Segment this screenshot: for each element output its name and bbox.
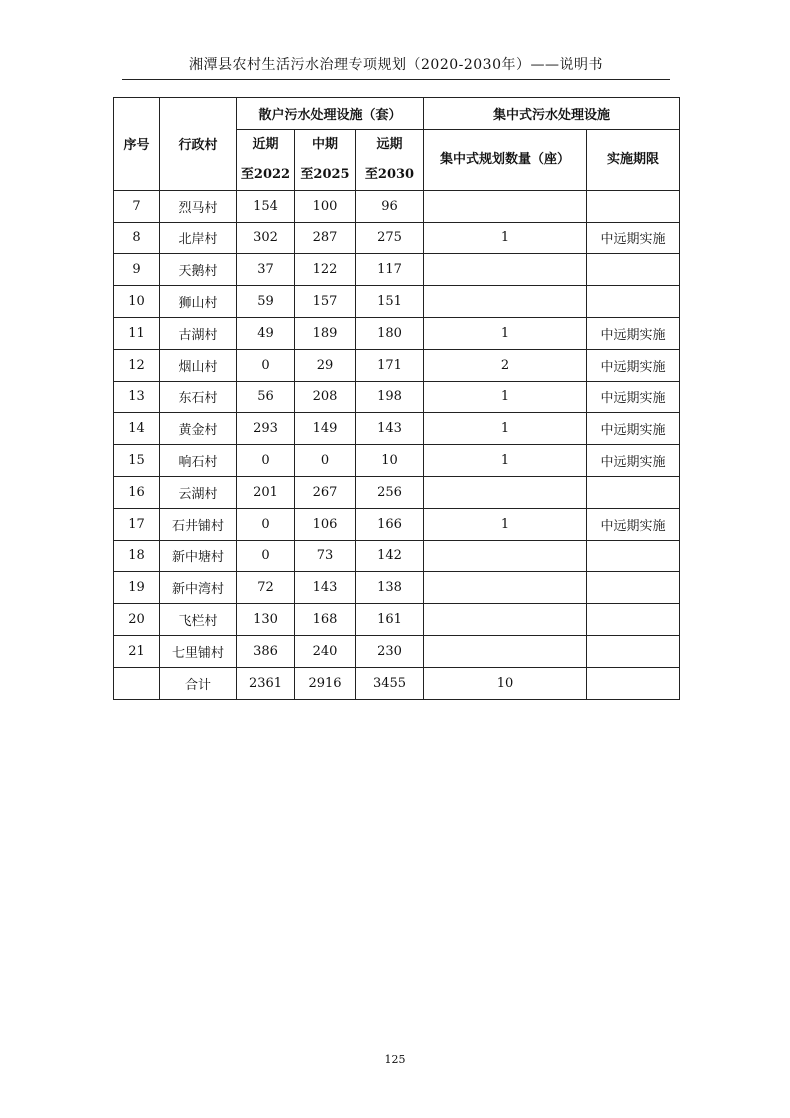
cell-central-count <box>424 254 587 286</box>
cell-central-count <box>424 635 587 667</box>
page-number: 125 <box>384 1053 406 1066</box>
cell-central-count <box>424 286 587 318</box>
cell-near-term: 37 <box>237 254 295 286</box>
table-row <box>114 508 680 540</box>
cell-mid-term: 267 <box>295 476 356 508</box>
cell-seq <box>114 667 160 699</box>
table-row <box>114 572 680 604</box>
cell-mid-term: 287 <box>295 222 356 254</box>
cell-seq: 14 <box>114 413 160 445</box>
header-near-term-year: 至2022 <box>240 166 291 182</box>
cell-central-count: 1 <box>424 445 587 477</box>
cell-period: 中远期实施 <box>587 508 680 540</box>
header-mid-term-year: 至2025 <box>300 166 350 182</box>
cell-near-term: 154 <box>237 190 295 222</box>
cell-village: 古湖村 <box>160 317 237 349</box>
cell-near-term: 2361 <box>237 667 295 699</box>
cell-central-count <box>424 476 587 508</box>
header-dispersed-group: 散户污水处理设施（套） <box>237 98 424 130</box>
header-seq: 序号 <box>114 98 160 191</box>
cell-long-term: 96 <box>356 190 424 222</box>
cell-village: 飞栏村 <box>160 604 237 636</box>
cell-village: 响石村 <box>160 445 237 477</box>
cell-village: 云湖村 <box>160 476 237 508</box>
cell-period <box>587 540 680 572</box>
cell-period <box>587 635 680 667</box>
facility-plan-table <box>113 97 680 700</box>
cell-long-term: 161 <box>356 604 424 636</box>
table-row <box>114 540 680 572</box>
cell-mid-term: 240 <box>295 635 356 667</box>
table-row <box>114 190 680 222</box>
cell-village: 天鹅村 <box>160 254 237 286</box>
cell-mid-term: 29 <box>295 349 356 381</box>
cell-seq: 21 <box>114 635 160 667</box>
cell-long-term: 198 <box>356 381 424 413</box>
table-row <box>114 222 680 254</box>
cell-near-term: 0 <box>237 349 295 381</box>
cell-near-term: 72 <box>237 572 295 604</box>
cell-long-term: 171 <box>356 349 424 381</box>
table-row <box>114 635 680 667</box>
cell-central-count: 1 <box>424 508 587 540</box>
header-long-term <box>356 129 424 190</box>
cell-period <box>587 190 680 222</box>
cell-long-term: 143 <box>356 413 424 445</box>
header-near-term <box>237 129 295 190</box>
cell-period: 中远期实施 <box>587 349 680 381</box>
cell-mid-term: 0 <box>295 445 356 477</box>
cell-village: 合计 <box>160 667 237 699</box>
cell-period: 中远期实施 <box>587 317 680 349</box>
cell-long-term: 10 <box>356 445 424 477</box>
cell-long-term: 230 <box>356 635 424 667</box>
cell-period <box>587 667 680 699</box>
cell-long-term: 256 <box>356 476 424 508</box>
cell-mid-term: 2916 <box>295 667 356 699</box>
header-mid-term <box>295 129 356 190</box>
table-row <box>114 604 680 636</box>
cell-mid-term: 106 <box>295 508 356 540</box>
cell-period <box>587 572 680 604</box>
cell-mid-term: 157 <box>295 286 356 318</box>
cell-village: 烈马村 <box>160 190 237 222</box>
cell-mid-term: 73 <box>295 540 356 572</box>
table-row <box>114 445 680 477</box>
cell-mid-term: 122 <box>295 254 356 286</box>
cell-period: 中远期实施 <box>587 413 680 445</box>
total-row <box>114 667 680 699</box>
cell-central-count <box>424 604 587 636</box>
cell-near-term: 0 <box>237 445 295 477</box>
cell-seq: 8 <box>114 222 160 254</box>
table-row <box>114 286 680 318</box>
cell-near-term: 386 <box>237 635 295 667</box>
cell-seq: 7 <box>114 190 160 222</box>
cell-near-term: 293 <box>237 413 295 445</box>
cell-mid-term: 189 <box>295 317 356 349</box>
cell-near-term: 59 <box>237 286 295 318</box>
header-central-count: 集中式规划数量（座） <box>424 129 587 190</box>
header-long-term-year: 至2030 <box>364 166 415 182</box>
cell-near-term: 0 <box>237 540 295 572</box>
cell-mid-term: 168 <box>295 604 356 636</box>
cell-seq: 17 <box>114 508 160 540</box>
cell-period <box>587 254 680 286</box>
cell-near-term: 302 <box>237 222 295 254</box>
cell-near-term: 56 <box>237 381 295 413</box>
cell-central-count <box>424 572 587 604</box>
cell-long-term: 166 <box>356 508 424 540</box>
cell-long-term: 3455 <box>356 667 424 699</box>
cell-village: 七里铺村 <box>160 635 237 667</box>
cell-village: 黄金村 <box>160 413 237 445</box>
cell-seq: 10 <box>114 286 160 318</box>
header-long-term-label: 远期 <box>376 136 403 152</box>
cell-period: 中远期实施 <box>587 222 680 254</box>
table-row <box>114 413 680 445</box>
cell-central-count <box>424 540 587 572</box>
cell-central-count: 1 <box>424 381 587 413</box>
cell-long-term: 142 <box>356 540 424 572</box>
cell-mid-term: 208 <box>295 381 356 413</box>
table-row <box>114 349 680 381</box>
cell-long-term: 138 <box>356 572 424 604</box>
cell-period: 中远期实施 <box>587 445 680 477</box>
cell-period: 中远期实施 <box>587 381 680 413</box>
cell-long-term: 117 <box>356 254 424 286</box>
cell-village: 狮山村 <box>160 286 237 318</box>
page-header: 湘潭县农村生活污水治理专项规划（2020-2030年）——说明书 <box>122 54 670 80</box>
table-row <box>114 381 680 413</box>
header-row-top <box>114 98 680 130</box>
table-row <box>114 254 680 286</box>
header-mid-term-label: 中期 <box>311 136 338 152</box>
table-row <box>114 317 680 349</box>
header-near-term-label: 近期 <box>252 136 279 152</box>
cell-period <box>587 476 680 508</box>
table-body <box>114 190 680 699</box>
cell-village: 新中塘村 <box>160 540 237 572</box>
cell-central-count: 1 <box>424 413 587 445</box>
cell-seq: 16 <box>114 476 160 508</box>
cell-village: 北岸村 <box>160 222 237 254</box>
cell-seq: 11 <box>114 317 160 349</box>
cell-seq: 18 <box>114 540 160 572</box>
cell-village: 烟山村 <box>160 349 237 381</box>
cell-village: 石井铺村 <box>160 508 237 540</box>
cell-central-count <box>424 190 587 222</box>
cell-period <box>587 286 680 318</box>
cell-village: 新中湾村 <box>160 572 237 604</box>
cell-mid-term: 143 <box>295 572 356 604</box>
cell-central-count: 1 <box>424 222 587 254</box>
cell-long-term: 151 <box>356 286 424 318</box>
cell-near-term: 201 <box>237 476 295 508</box>
cell-long-term: 180 <box>356 317 424 349</box>
cell-seq: 13 <box>114 381 160 413</box>
header-period: 实施期限 <box>587 129 680 190</box>
cell-near-term: 0 <box>237 508 295 540</box>
cell-period <box>587 604 680 636</box>
cell-village: 东石村 <box>160 381 237 413</box>
cell-seq: 20 <box>114 604 160 636</box>
cell-near-term: 49 <box>237 317 295 349</box>
cell-seq: 9 <box>114 254 160 286</box>
cell-long-term: 275 <box>356 222 424 254</box>
cell-mid-term: 100 <box>295 190 356 222</box>
cell-mid-term: 149 <box>295 413 356 445</box>
cell-central-count: 2 <box>424 349 587 381</box>
cell-seq: 15 <box>114 445 160 477</box>
header-central-group: 集中式污水处理设施 <box>424 98 680 130</box>
cell-central-count: 10 <box>424 667 587 699</box>
cell-seq: 19 <box>114 572 160 604</box>
cell-near-term: 130 <box>237 604 295 636</box>
table-row <box>114 476 680 508</box>
header-village: 行政村 <box>160 98 237 191</box>
cell-central-count: 1 <box>424 317 587 349</box>
cell-seq: 12 <box>114 349 160 381</box>
